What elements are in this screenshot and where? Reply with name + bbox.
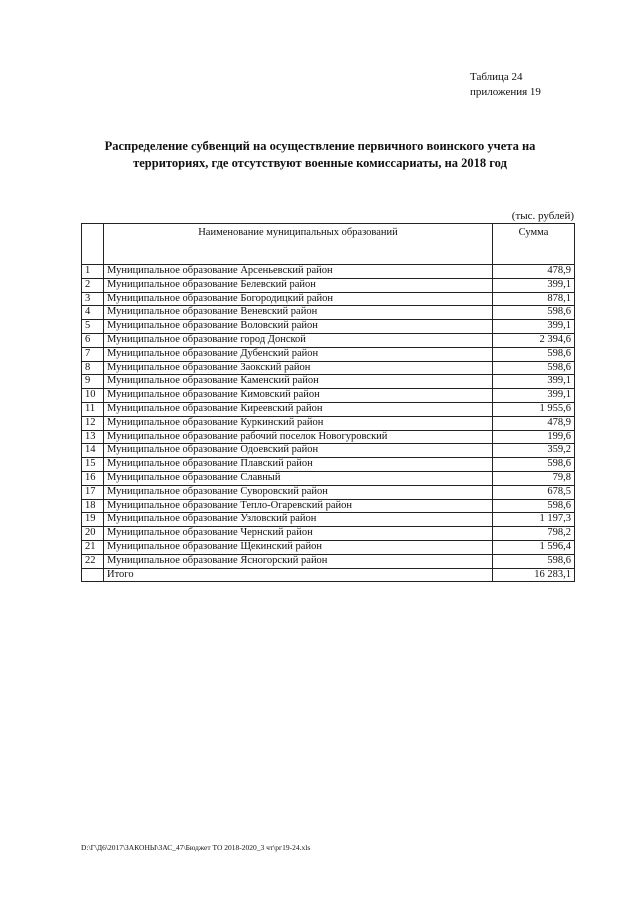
row-number: 22 (82, 554, 104, 568)
row-number: 4 (82, 306, 104, 320)
table-row (82, 527, 575, 541)
row-name: Муниципальное образование Тепло-Огаревский район (104, 499, 493, 513)
row-number: 6 (82, 333, 104, 347)
header-number-cell (82, 224, 104, 265)
table-row (82, 306, 575, 320)
row-number: 14 (82, 444, 104, 458)
row-name: Муниципальное образование Суворовский район (104, 485, 493, 499)
row-name: Муниципальное образование Дубенский район (104, 347, 493, 361)
row-sum: 598,6 (493, 499, 575, 513)
row-number: 18 (82, 499, 104, 513)
row-sum: 359,2 (493, 444, 575, 458)
row-name: Муниципальное образование Узловский район (104, 513, 493, 527)
table-row (82, 333, 575, 347)
row-sum: 79,8 (493, 471, 575, 485)
units-label: (тыс. рублей) (511, 210, 574, 222)
row-number: 7 (82, 347, 104, 361)
row-name: Муниципальное образование Кимовский район (104, 389, 493, 403)
row-sum: 598,6 (493, 361, 575, 375)
table-row (82, 499, 575, 513)
row-number: 2 (82, 278, 104, 292)
row-sum: 1 596,4 (493, 540, 575, 554)
table-row (82, 458, 575, 472)
total-row (82, 568, 575, 582)
table-number: Таблица 24 (470, 71, 523, 83)
row-number: 15 (82, 458, 104, 472)
row-number: 17 (82, 485, 104, 499)
row-sum: 598,6 (493, 347, 575, 361)
row-name: Муниципальное образование Арсеньевский район (104, 265, 493, 279)
row-number: 16 (82, 471, 104, 485)
total-sum: 16 283,1 (493, 568, 575, 582)
row-number: 1 (82, 265, 104, 279)
table-row (82, 347, 575, 361)
row-sum: 399,1 (493, 375, 575, 389)
table-row (82, 389, 575, 403)
total-number-cell (82, 568, 104, 582)
row-name: Муниципальное образование Славный (104, 471, 493, 485)
table-row (82, 444, 575, 458)
row-sum: 478,9 (493, 265, 575, 279)
row-number: 13 (82, 430, 104, 444)
table-row (82, 292, 575, 306)
row-number: 10 (82, 389, 104, 403)
table-row (82, 471, 575, 485)
row-sum: 798,2 (493, 527, 575, 541)
table-row (82, 361, 575, 375)
row-name: Муниципальное образование Чернский район (104, 527, 493, 541)
header-name-cell: Наименование муниципальных образований (104, 224, 493, 265)
row-name: Муниципальное образование Плавский район (104, 458, 493, 472)
file-path: D:\Г\Д6\2017\ЗАКОНЫ\ЗАС_47\Бюджет ТО 2018-2020_3 чт\рг19-24.xls (81, 843, 311, 852)
table-row (82, 278, 575, 292)
row-name: Муниципальное образование Каменский район (104, 375, 493, 389)
table-row (82, 485, 575, 499)
row-name: Муниципальное образование Веневский район (104, 306, 493, 320)
row-name: Муниципальное образование город Донской (104, 333, 493, 347)
title-line-2: территориях, где отсутствуют военные комиссариаты, на 2018 год (133, 156, 507, 170)
row-sum: 199,6 (493, 430, 575, 444)
row-sum: 2 394,6 (493, 333, 575, 347)
table-row (82, 402, 575, 416)
row-sum: 399,1 (493, 278, 575, 292)
row-sum: 878,1 (493, 292, 575, 306)
table-row (82, 416, 575, 430)
row-sum: 1 197,3 (493, 513, 575, 527)
appendix-number: приложения 19 (470, 86, 541, 98)
row-number: 9 (82, 375, 104, 389)
row-sum: 478,9 (493, 416, 575, 430)
row-name: Муниципальное образование Куркинский район (104, 416, 493, 430)
header-sum-cell: Сумма (493, 224, 575, 265)
table-row (82, 320, 575, 334)
row-number: 8 (82, 361, 104, 375)
row-sum: 598,6 (493, 554, 575, 568)
row-name: Муниципальное образование Богородицкий район (104, 292, 493, 306)
row-number: 5 (82, 320, 104, 334)
row-number: 20 (82, 527, 104, 541)
row-name: Муниципальное образование Заокский район (104, 361, 493, 375)
table-reference (470, 70, 578, 100)
table-row (82, 265, 575, 279)
table-row (82, 430, 575, 444)
row-name: Муниципальное образование Киреевский район (104, 402, 493, 416)
row-number: 3 (82, 292, 104, 306)
row-number: 12 (82, 416, 104, 430)
row-number: 19 (82, 513, 104, 527)
document-title (95, 138, 545, 172)
table-row (82, 513, 575, 527)
subsidy-table (81, 223, 575, 582)
row-sum: 598,6 (493, 458, 575, 472)
row-sum: 399,1 (493, 320, 575, 334)
row-number: 21 (82, 540, 104, 554)
row-sum: 1 955,6 (493, 402, 575, 416)
table-row (82, 375, 575, 389)
table-header-row (82, 224, 575, 265)
row-name: Муниципальное образование Одоевский район (104, 444, 493, 458)
row-name: Муниципальное образование Щекинский район (104, 540, 493, 554)
row-sum: 678,5 (493, 485, 575, 499)
row-sum: 598,6 (493, 306, 575, 320)
table-row (82, 554, 575, 568)
row-name: Муниципальное образование Ясногорский район (104, 554, 493, 568)
total-label: Итого (104, 568, 493, 582)
row-name: Муниципальное образование рабочий поселок Новогуровский (104, 430, 493, 444)
row-number: 11 (82, 402, 104, 416)
title-line-1: Распределение субвенций на осуществление первичного воинского учета на (104, 139, 536, 153)
row-sum: 399,1 (493, 389, 575, 403)
table-row (82, 540, 575, 554)
row-name: Муниципальное образование Воловский район (104, 320, 493, 334)
row-name: Муниципальное образование Белевский район (104, 278, 493, 292)
